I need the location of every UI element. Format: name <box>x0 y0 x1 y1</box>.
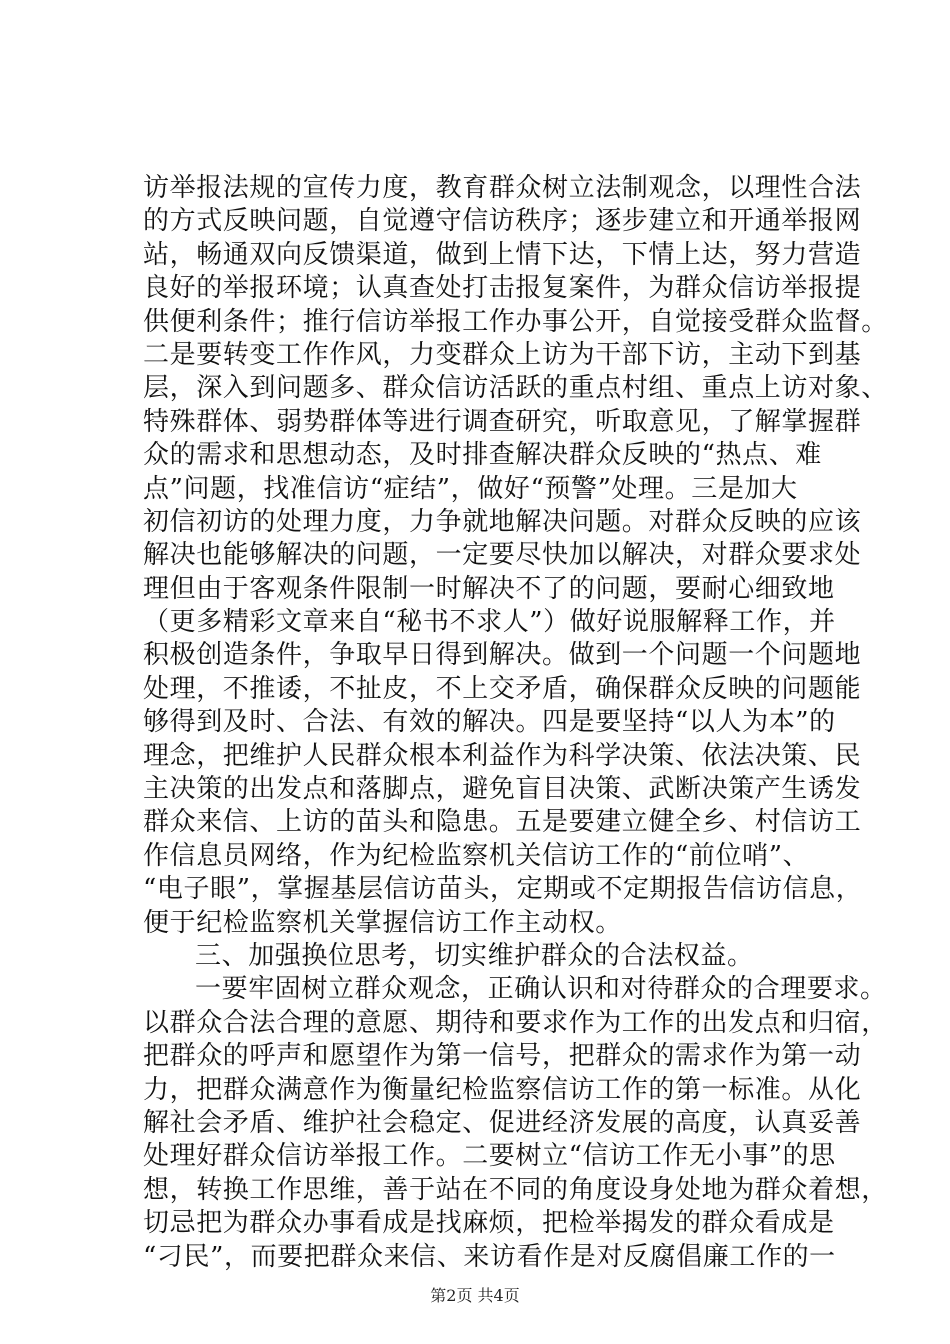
text-line: 群众来信、上访的苗头和隐患。五是要建立健全乡、村信访工 <box>143 807 862 838</box>
text-line: 点”问题，找准信访“症结”，做好“预警”处理。三是加大 <box>143 473 798 504</box>
text-line: 作信息员网络，作为纪检监察机关信访工作的“前位哨”、 <box>143 840 810 871</box>
text-line: 站，畅通双向反馈渠道，做到上情下达，下情上达，努力营造 <box>143 239 862 270</box>
text-line: 以群众合法合理的意愿、期待和要求作为工作的出发点和归宿， <box>143 1007 888 1038</box>
text-line: 处理，不推诿，不扯皮，不上交矛盾，确保群众反映的问题能 <box>143 673 862 704</box>
text-line: 便于纪检监察机关掌握信访工作主动权。 <box>143 907 622 938</box>
text-line: 供便利条件；推行信访举报工作办事公开，自觉接受群众监督。 <box>143 306 888 337</box>
text-line: 解社会矛盾、维护社会稳定、促进经济发展的高度，认真妥善 <box>143 1107 862 1138</box>
document-body <box>143 172 888 1274</box>
text-line: “电子眼”，掌握基层信访苗头，定期或不定期报告信访信息， <box>143 874 863 905</box>
text-line: 二是要转变工作作风，力变群众上访为干部下访，主动下到基 <box>143 339 862 370</box>
page-footer <box>0 1286 950 1306</box>
text-line: 处理好群众信访举报工作。二要树立“信访工作无小事”的思 <box>143 1141 836 1172</box>
text-line: 够得到及时、合法、有效的解决。四是要坚持“以人为本”的 <box>143 707 836 738</box>
section-heading: 三、加强换位思考，切实维护群众的合法权益。 <box>195 940 754 971</box>
text-line: 访举报法规的宣传力度，教育群众树立法制观念，以理性合法 <box>143 173 862 203</box>
text-line: 初信初访的处理力度，力争就地解决问题。对群众反映的应该 <box>143 506 862 537</box>
text-line: 切忌把为群众办事看成是找麻烦，把检举揭发的群众看成是 <box>143 1208 835 1239</box>
page-number-label: 第2页 共4页 <box>430 1286 520 1305</box>
text-line: 力，把群众满意作为衡量纪检监察信访工作的第一标准。从化 <box>143 1074 862 1105</box>
text-line: 理但由于客观条件限制一时解决不了的问题，要耐心细致地 <box>143 573 835 604</box>
text-line: 特殊群体、弱势群体等进行调查研究，听取意见，了解掌握群 <box>143 406 862 437</box>
text-line: 众的需求和思想动态，及时排查解决群众反映的“热点、难 <box>143 440 822 471</box>
paragraph-first-line: 一要牢固树立群众观念，正确认识和对待群众的合理要求。 <box>195 974 887 1005</box>
text-line: 理念，把维护人民群众根本利益作为科学决策、依法决策、民 <box>143 740 862 771</box>
text-line: 积极创造条件，争取早日得到解决。做到一个问题一个问题地 <box>143 640 862 671</box>
text-line: 主决策的出发点和落脚点，避免盲目决策、武断决策产生诱发 <box>143 774 862 805</box>
text-line: 层，深入到问题多、群众信访活跃的重点村组、重点上访对象、 <box>143 373 888 404</box>
text-line: 把群众的呼声和愿望作为第一信号，把群众的需求作为第一动 <box>143 1041 862 1072</box>
text-line: 良好的举报环境；认真查处打击报复案件，为群众信访举报提 <box>143 273 862 304</box>
text-line: “刁民”，而要把群众来信、来访看作是对反腐倡廉工作的一 <box>143 1241 836 1272</box>
text-line: 想，转换工作思维，善于站在不同的角度设身处地为群众着想， <box>143 1174 888 1205</box>
text-line: 的方式反映问题，自觉遵守信访秩序；逐步建立和开通举报网 <box>143 206 862 237</box>
text-line: 解决也能够解决的问题，一定要尽快加以解决，对群众要求处 <box>143 540 862 571</box>
text-line: （更多精彩文章来自“秘书不求人”）做好说服解释工作，并 <box>143 607 836 638</box>
